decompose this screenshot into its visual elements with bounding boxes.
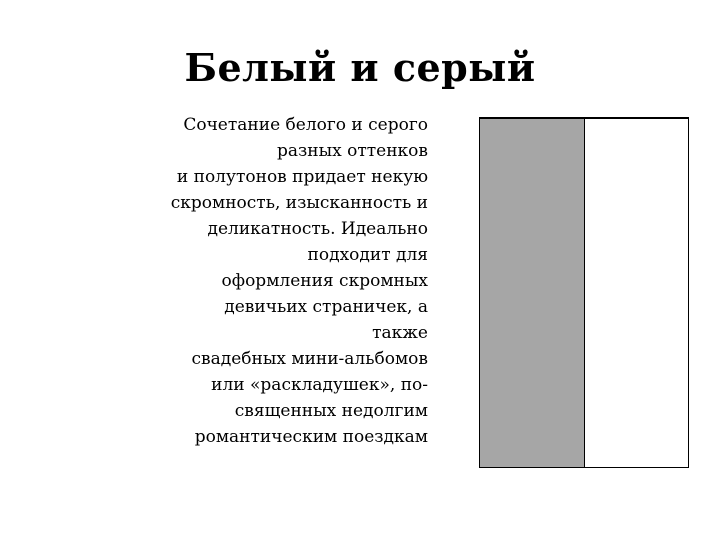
gray-swatch xyxy=(480,119,584,467)
white-swatch xyxy=(585,119,689,467)
description-text xyxy=(100,112,428,450)
description-line: священных недолгим xyxy=(234,401,428,421)
description-line: или «раскладушек», по- xyxy=(211,375,428,395)
description-line: Сочетание белого и серого xyxy=(183,115,428,135)
description-line: деликатность. Идеально xyxy=(207,219,428,239)
description-line: скромность, изысканность и xyxy=(170,193,428,213)
description-line: и полутонов придает некую xyxy=(176,167,428,187)
description-line: разных оттенков xyxy=(276,141,428,161)
slide-title: Белый и серый xyxy=(184,45,536,90)
description-line: девичьих страничек, а xyxy=(224,297,428,317)
description-line: оформления скромных xyxy=(221,271,428,291)
description-line: подходит для xyxy=(307,245,428,265)
color-swatches xyxy=(479,117,689,468)
description-line: свадебных мини-альбомов xyxy=(191,349,428,369)
description-line: романтическим поездкам xyxy=(194,427,428,447)
description-line: также xyxy=(372,323,428,343)
